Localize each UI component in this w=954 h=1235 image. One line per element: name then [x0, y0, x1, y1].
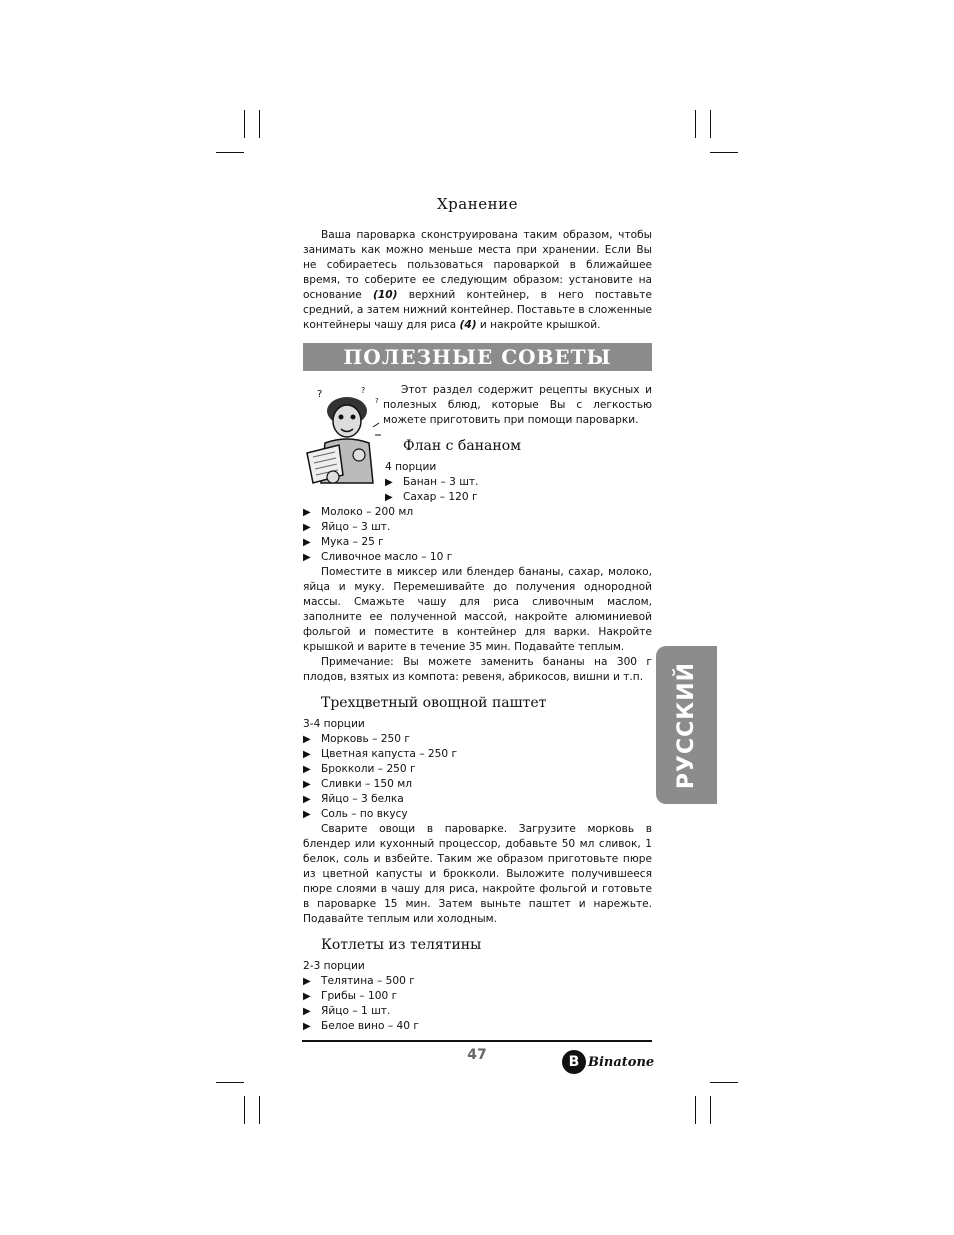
- crop-mark: [259, 1096, 260, 1124]
- page-content: [303, 190, 652, 1034]
- footer-divider: [302, 1040, 652, 1042]
- ingredient-item: ▶ Яйцо – 1 шт.: [303, 1004, 652, 1019]
- ref-bowl: (4): [459, 319, 477, 331]
- recipe-servings: 3-4 порции: [303, 718, 365, 730]
- crop-mark: [710, 152, 738, 153]
- ingredient-item: ▶ Соль – по вкусу: [303, 807, 652, 822]
- crop-mark: [216, 152, 244, 153]
- brand-logo: [562, 1050, 654, 1074]
- crop-mark: [259, 110, 260, 138]
- language-side-tab-label: РУССКИЙ: [674, 661, 699, 789]
- svg-text:?: ?: [317, 389, 323, 400]
- recipe-note: Примечание: Вы можете заменить бананы на 300 г плодов, взятых из компота: ревеня, абрикосов, вишни и т.п.: [303, 656, 652, 683]
- ingredient-item: ▶ Мука – 25 г: [303, 535, 652, 550]
- ingredient-item: ▶ Банан – 3 шт.: [385, 475, 652, 490]
- intro-block: [303, 383, 652, 565]
- crop-mark: [710, 1096, 711, 1124]
- storage-heading: Хранение: [437, 195, 518, 213]
- svg-text:?: ?: [361, 386, 366, 395]
- crop-mark: [244, 110, 245, 138]
- brand-name: Binatone: [588, 1054, 655, 1070]
- ingredient-item: ▶ Молоко – 200 мл: [303, 505, 652, 520]
- ingredient-item: ▶ Брокколи – 250 г: [303, 762, 652, 777]
- crop-mark: [710, 110, 711, 138]
- ingredient-item: ▶ Сливки – 150 мл: [303, 777, 652, 792]
- ingredient-list: [303, 974, 652, 1034]
- ingredient-item: ▶ Сливочное масло – 10 г: [303, 550, 652, 565]
- ingredient-item: ▶ Сахар – 120 г: [385, 490, 652, 505]
- recipe-method: Поместите в миксер или блендер бананы, сахар, молоко, яйца и муку. Перемешивайте до получения однородной массы. Смажьте чашу для риса сливочным маслом, заполните ее полученной массой, накройте алюминиевой фольгой и поместите в контейнер для варки. Накройте крышкой и варите в течение 35 мин. Подавайте теплым.: [303, 566, 652, 653]
- recipe-title: Флан с бананом: [403, 438, 522, 454]
- ingredient-item: ▶ Морковь – 250 г: [303, 732, 652, 747]
- recipe-method: Сварите овощи в пароварке. Загрузите морковь в блендер или кухонный процессор, добавьте 50 мл сливок, 1 белок, соль и взбейте. Таким же образом приготовьте пюре из цветной капусты и брокколи. Выложите получившееся пюре слоями в чашу для риса, накройте фольгой и готовьте в пароварке 15 мин. Затем выньте паштет и нарежьте. Подавайте теплым или холодным.: [303, 823, 652, 925]
- ingredient-item: ▶ Яйцо – 3 шт.: [303, 520, 652, 535]
- ingredient-item: ▶ Цветная капуста – 250 г: [303, 747, 652, 762]
- crop-mark: [695, 110, 696, 138]
- ingredient-item: ▶ Телятина – 500 г: [303, 974, 652, 989]
- svg-text:?: ?: [375, 397, 379, 405]
- recipe-title: Трехцветный овощной паштет: [321, 695, 547, 711]
- ingredient-item: ▶ Яйцо – 3 белка: [303, 792, 652, 807]
- ref-base: (10): [373, 289, 398, 301]
- crop-mark: [216, 1082, 244, 1083]
- crop-mark: [710, 1082, 738, 1083]
- cook-reading-cartoon-icon: [303, 383, 383, 493]
- binatone-logo-icon: B: [562, 1050, 586, 1074]
- storage-text: Ваша пароварка сконструирована таким образом, чтобы занимать как можно меньше места при хранении. Если Вы не собираетесь пользоваться пароваркой в ближайшее время, то соберите ее следующим образом: установите на основание (10) верхний контейнер, в него поставьте средний, а затем нижний контейнер. Поставьте в сложенные контейнеры чашу для риса (4) и накройте крышкой.: [303, 229, 652, 331]
- ingredient-item: ▶ Белое вино – 40 г: [303, 1019, 652, 1034]
- ingredient-list: [303, 732, 652, 822]
- recipe-servings: 2-3 порции: [303, 960, 365, 972]
- crop-mark: [695, 1096, 696, 1124]
- section-banner: ПОЛЕЗНЫЕ СОВЕТЫ: [303, 343, 652, 371]
- page-number: 47: [467, 1047, 487, 1063]
- recipe-servings: 4 порции: [385, 461, 437, 473]
- intro-text: Этот раздел содержит рецепты вкусных и полезных блюд, которые Вы с легкостью можете приготовить при помощи пароварки.: [383, 384, 652, 426]
- crop-mark: [244, 1096, 245, 1124]
- recipe-title: Котлеты из телятины: [321, 937, 482, 953]
- ingredient-item: ▶ Грибы – 100 г: [303, 989, 652, 1004]
